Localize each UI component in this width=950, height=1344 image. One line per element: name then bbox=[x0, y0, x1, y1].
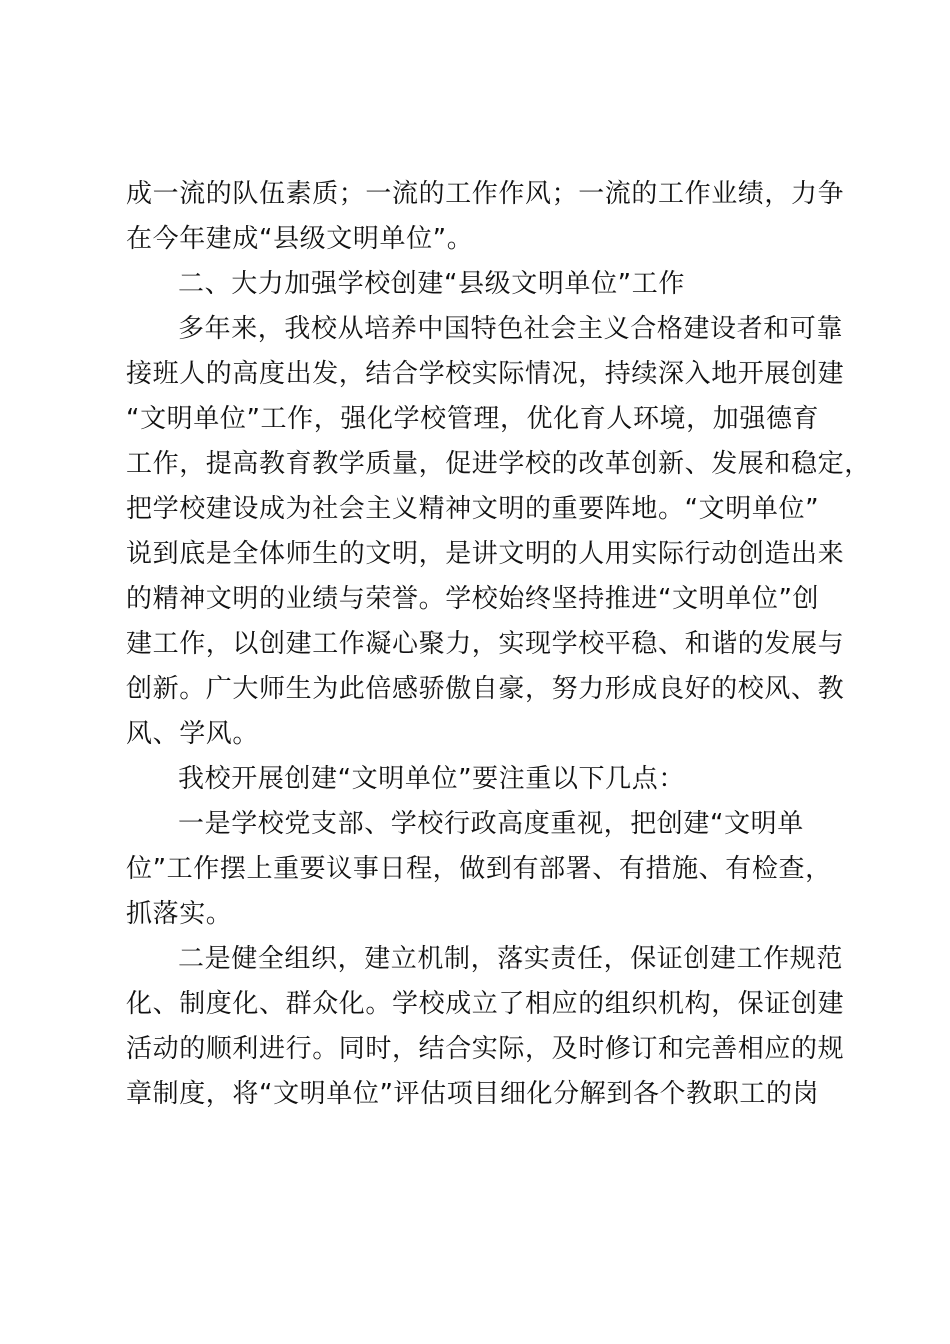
text-line: 建工作，以创建工作凝心聚力，实现学校平稳、和谐的发展与 bbox=[126, 629, 845, 659]
text-line: 风、学风。 bbox=[126, 719, 260, 749]
text-line: 化、制度化、群众化。学校成立了相应的组织机构，保证创建 bbox=[126, 989, 845, 1019]
text-line: 工作，提高教育教学质量，促进学校的改革创新、发展和稳定， bbox=[126, 449, 871, 479]
text-line: 在今年建成“县级文明单位”。 bbox=[126, 224, 474, 254]
text-line: 抓落实。 bbox=[126, 899, 233, 929]
text-line: 二是健全组织，建立机制，落实责任，保证创建工作规范 bbox=[178, 944, 844, 974]
text-line: 成一流的队伍素质；一流的工作作风；一流的工作业绩，力争 bbox=[126, 179, 845, 209]
text-line: 创新。广大师生为此倍感骄傲自豪，努力形成良好的校风、教 bbox=[126, 674, 845, 704]
text-line: 章制度，将“文明单位”评估项目细化分解到各个教职工的岗 bbox=[126, 1079, 820, 1109]
text-line: 活动的顺利进行。同时，结合实际，及时修订和完善相应的规 bbox=[126, 1034, 845, 1064]
text-line: 一是学校党支部、学校行政高度重视，把创建“文明单 bbox=[178, 809, 804, 839]
text-line: 把学校建设成为社会主义精神文明的重要阵地。“文明单位” bbox=[126, 494, 820, 524]
text-line: 说到底是全体师生的文明，是讲文明的人用实际行动创造出来 bbox=[126, 539, 845, 569]
text-line: “文明单位”工作，强化学校管理，优化育人环境，加强德育 bbox=[126, 404, 820, 434]
section-heading: 二、大力加强学校创建“县级文明单位”工作 bbox=[178, 269, 685, 299]
text-line: 我校开展创建“文明单位”要注重以下几点： bbox=[178, 764, 685, 794]
text-line: 的精神文明的业绩与荣誉。学校始终坚持推进“文明单位”创 bbox=[126, 584, 820, 614]
text-line: 多年来，我校从培养中国特色社会主义合格建设者和可靠 bbox=[178, 314, 844, 344]
text-line: 接班人的高度出发，结合学校实际情况，持续深入地开展创建 bbox=[126, 359, 845, 389]
text-line: 位”工作摆上重要议事日程，做到有部署、有措施、有检查， bbox=[126, 854, 832, 884]
